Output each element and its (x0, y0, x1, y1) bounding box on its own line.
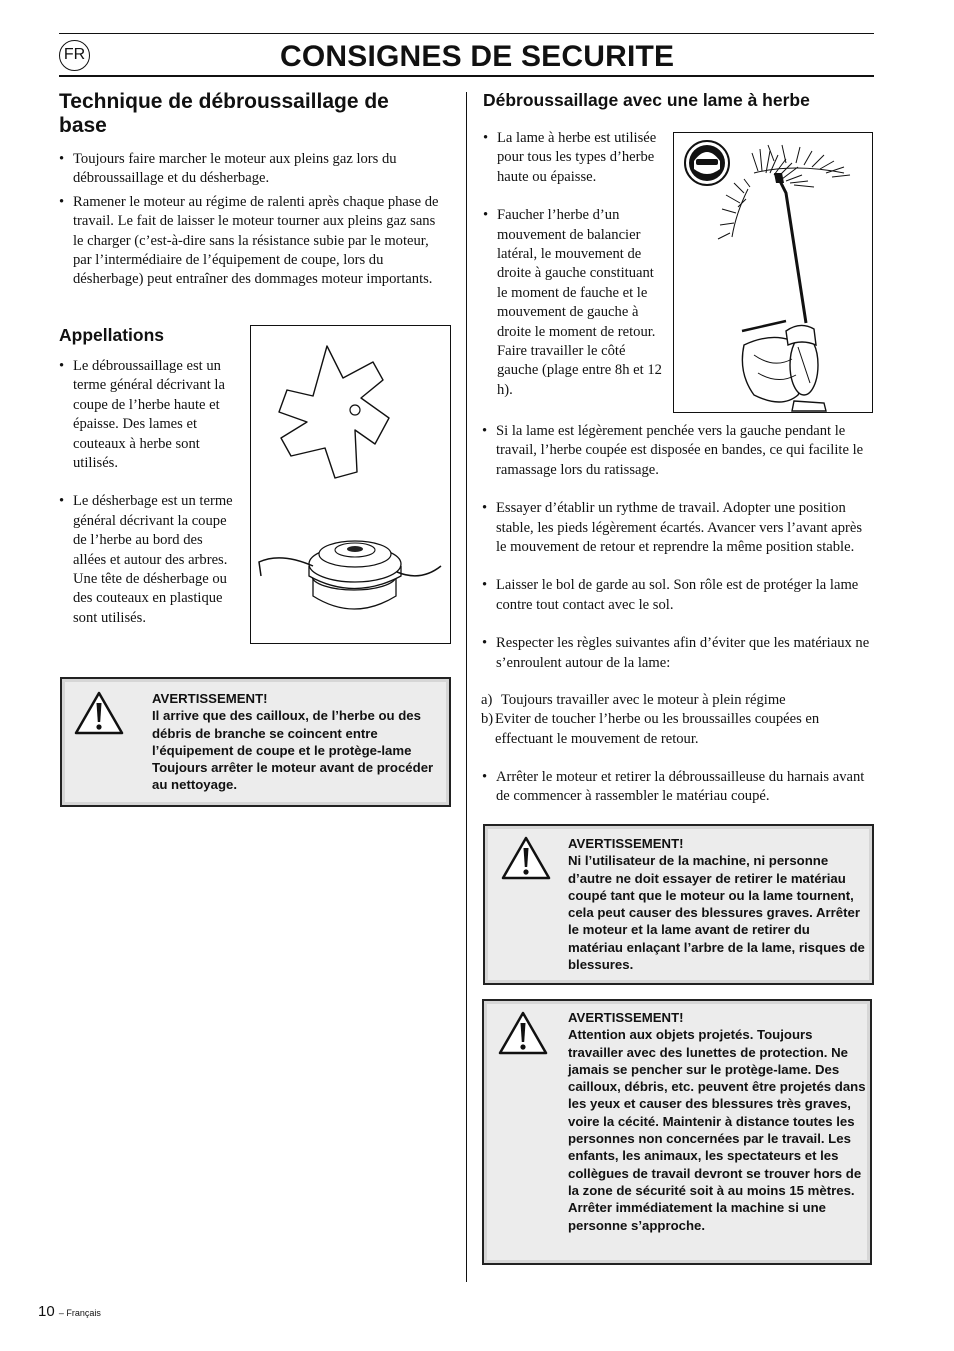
operator-figure (673, 132, 873, 413)
trimmer-head-illustration (259, 541, 441, 609)
warning-heading: AVERTISSEMENT! (568, 836, 684, 851)
warning-triangle-icon (74, 691, 124, 735)
stop-engine-list (482, 768, 874, 807)
blade-center-hole (350, 405, 360, 415)
list-item: • Essayer d’établir un rythme de travail. Adopter une position stable, les pieds légèrement écartés. Avancer vers l’avant après le mouvement de retour et reprendre la même position stable. (482, 499, 874, 557)
list-item: • Faucher l’herbe d’un mouvement de balancier latéral, le mouvement de droite à gauche constituant le moment de fauche et le mouvement de gauche à droite le moment de retour. Faire travailler le côté gauche (plage entre 8h et 12 h). (483, 206, 666, 400)
section-title-grass-blade: Débroussaillage avec une lame à herbe (483, 90, 810, 110)
page-title: CONSIGNES DE SECURITE (280, 40, 675, 73)
operator-illustration (674, 133, 872, 412)
warning-heading: AVERTISSEMENT! (568, 1010, 684, 1025)
grass-blade-illustration (251, 326, 450, 643)
warning-body: Il arrive que des cailloux, de l’herbe ou des débris de branche se coincent entre l’équipement de coupe et le protège-lame Toujours arrêter le moteur avant de procéder au nettoyage. (152, 708, 434, 793)
warning-box-rotating-blade (483, 824, 874, 985)
brushcutter-shaft (778, 177, 806, 323)
grass-blade-intro-list (483, 129, 666, 400)
list-item: • Si la lame est légèrement penchée vers la gauche pendant le travail, l’herbe coupée est disposée en bandes, ce qui facilite le ramassage lors du ratissage. (482, 422, 874, 480)
winding-prevention-rules (481, 691, 873, 749)
protective-equipment-icon (685, 141, 729, 185)
list-item: b) Eviter de toucher l’herbe ou les broussailles coupées en effectuant le mouvement de retour. (481, 711, 820, 747)
page-footer (38, 1303, 101, 1320)
warning-body: Attention aux objets projetés. Toujours travailler avec des lunettes de protection. Ne jamais se pencher sur le protège-lame. Des cailloux, débris, etc. peuvent être projetés dans les yeux et causer des blessures très graves, voire la cécité. Maintenir à distance toutes les personnes non concernées par le travail. Les enfants, les animaux, les spectateurs et les collègues de travail devront se trouver hors de la zone de sécurité soit à au moins 15 mètres. Arrêter immédiatement la machine si une personne s’approche. (568, 1027, 866, 1233)
cutting-equipment-figure (250, 325, 451, 644)
list-item: • Le désherbage est un terme général décrivant la coupe de l’herbe au bord des allées et autour des arbres. Une tête de désherbage ou des couteaux en plastique sont utilisés. (59, 492, 237, 628)
list-item: a) Toujours travailler avec le moteur à plein régime (481, 692, 786, 708)
list-item: • Ramener le moteur au régime de ralenti après chaque phase de travail. Le fait de laisser le moteur tourner aux pleins gaz sans le charger (c’est-à-dire sans la résistance subie par le moteur, par l’intermédiaire de l’équipement de coupe, lors du désherbage) peut entraîner des dommages moteur importants. (59, 193, 444, 290)
footer-language: – Français (58, 1308, 101, 1318)
grass-blade-technique-list (482, 422, 874, 673)
warning-body: Ni l’utilisateur de la machine, ni personne d’autre ne doit essayer de retirer le matériau coupé tant que le moteur ou la lame tournent, cela peut causer des blessures graves. Arrêter le moteur et la lame avant de retirer du matériau enlaçant l’arbre de la lame, risques de blessures. (568, 853, 865, 973)
column-divider (466, 92, 467, 1282)
title-rule-top (59, 33, 874, 34)
warning-triangle-icon (501, 836, 551, 880)
warning-box-projected-objects (482, 999, 872, 1265)
list-item: • Le débroussaillage est un terme général décrivant la coupe de l’herbe haute et épaisse. Des lames et couteaux à herbe sont utilisés. (59, 357, 237, 473)
page-number: 10 (38, 1303, 55, 1320)
list-item: • Toujours faire marcher le moteur aux pleins gaz lors du débroussaillage et du désherbage. (59, 150, 444, 189)
blade-guard (774, 173, 784, 183)
list-item: • Laisser le bol de garde au sol. Son rôle est de protéger la lame contre tout contact avec le sol. (482, 576, 874, 615)
warning-box-debris (60, 677, 451, 807)
list-item: • La lame à herbe est utilisée pour tous les types d’herbe haute ou épaisse. (483, 129, 666, 187)
basic-technique-list (59, 150, 444, 290)
appellations-list (59, 357, 237, 628)
handle-bar (742, 321, 786, 331)
section-title-basic-technique: Technique de débroussaillage de base (59, 90, 389, 137)
list-item: • Arrêter le moteur et retirer la débroussailleuse du harnais avant de commencer à rassembler le matériau coupé. (482, 768, 874, 807)
warning-heading: AVERTISSEMENT! (152, 691, 268, 706)
section-title-appellations: Appellations (59, 325, 165, 345)
language-badge: FR (59, 40, 90, 71)
title-rule-bottom (59, 75, 874, 77)
operator-body (742, 325, 826, 411)
warning-triangle-icon (498, 1011, 548, 1055)
grass-blade-shape (279, 346, 389, 478)
list-item: • Respecter les règles suivantes afin d’éviter que les matériaux ne s’enroulent autour de la lame: (482, 634, 874, 673)
